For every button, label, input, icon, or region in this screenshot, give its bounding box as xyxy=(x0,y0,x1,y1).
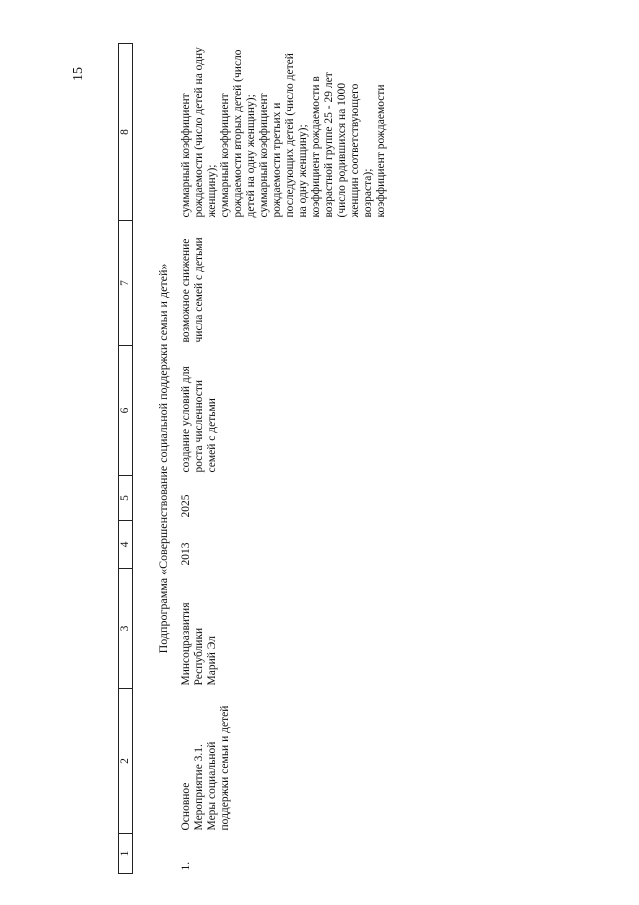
program-table xyxy=(118,43,388,874)
header-cell: 6 xyxy=(119,346,133,476)
measure-cell: Основное Мероприятие 3.1. Меры социальной поддержки семьи и детей xyxy=(180,705,231,831)
expected-result-cell: создание условий для роста численности семей с детьми xyxy=(180,366,218,473)
executor-cell: Минсоцразвития Республики Марий Эл xyxy=(180,602,218,686)
document-sheet xyxy=(118,44,558,874)
subprogram-row xyxy=(133,44,175,874)
row-number: 1. xyxy=(180,861,192,871)
consequence-cell: возможное снижение числа семей с детьми xyxy=(180,237,205,343)
header-cell: 1 xyxy=(119,834,133,874)
page-number: 15 xyxy=(71,67,86,81)
header-cell: 2 xyxy=(119,689,133,834)
header-cell: 5 xyxy=(119,476,133,521)
header-cell: 3 xyxy=(119,569,133,689)
header-cell: 7 xyxy=(119,221,133,346)
table-header-row xyxy=(119,44,133,874)
header-cell: 8 xyxy=(119,44,133,221)
header-cell: 4 xyxy=(119,521,133,569)
indicators-cell: суммарный коэффициент рождаемости (число детей на одну женщину); суммарный коэффициент рождаемости вторых детей (число детей на одну женщину); суммарный коэффициент рождаемости третьих и последующих детей (число детей на одну женщину); коэффициент рождаемости в возрастной группе 25 - 29 лет (число родившихся на 1000 женщин соответствующего возраста); коэффициент рождаемости xyxy=(180,47,387,218)
end-year-cell: 2025 xyxy=(180,494,192,518)
start-year-cell: 2013 xyxy=(180,542,192,566)
subprogram-title: Подпрограмма «Совершенствование социальной поддержки семьи и детей» xyxy=(156,263,170,654)
table-row xyxy=(174,44,388,874)
